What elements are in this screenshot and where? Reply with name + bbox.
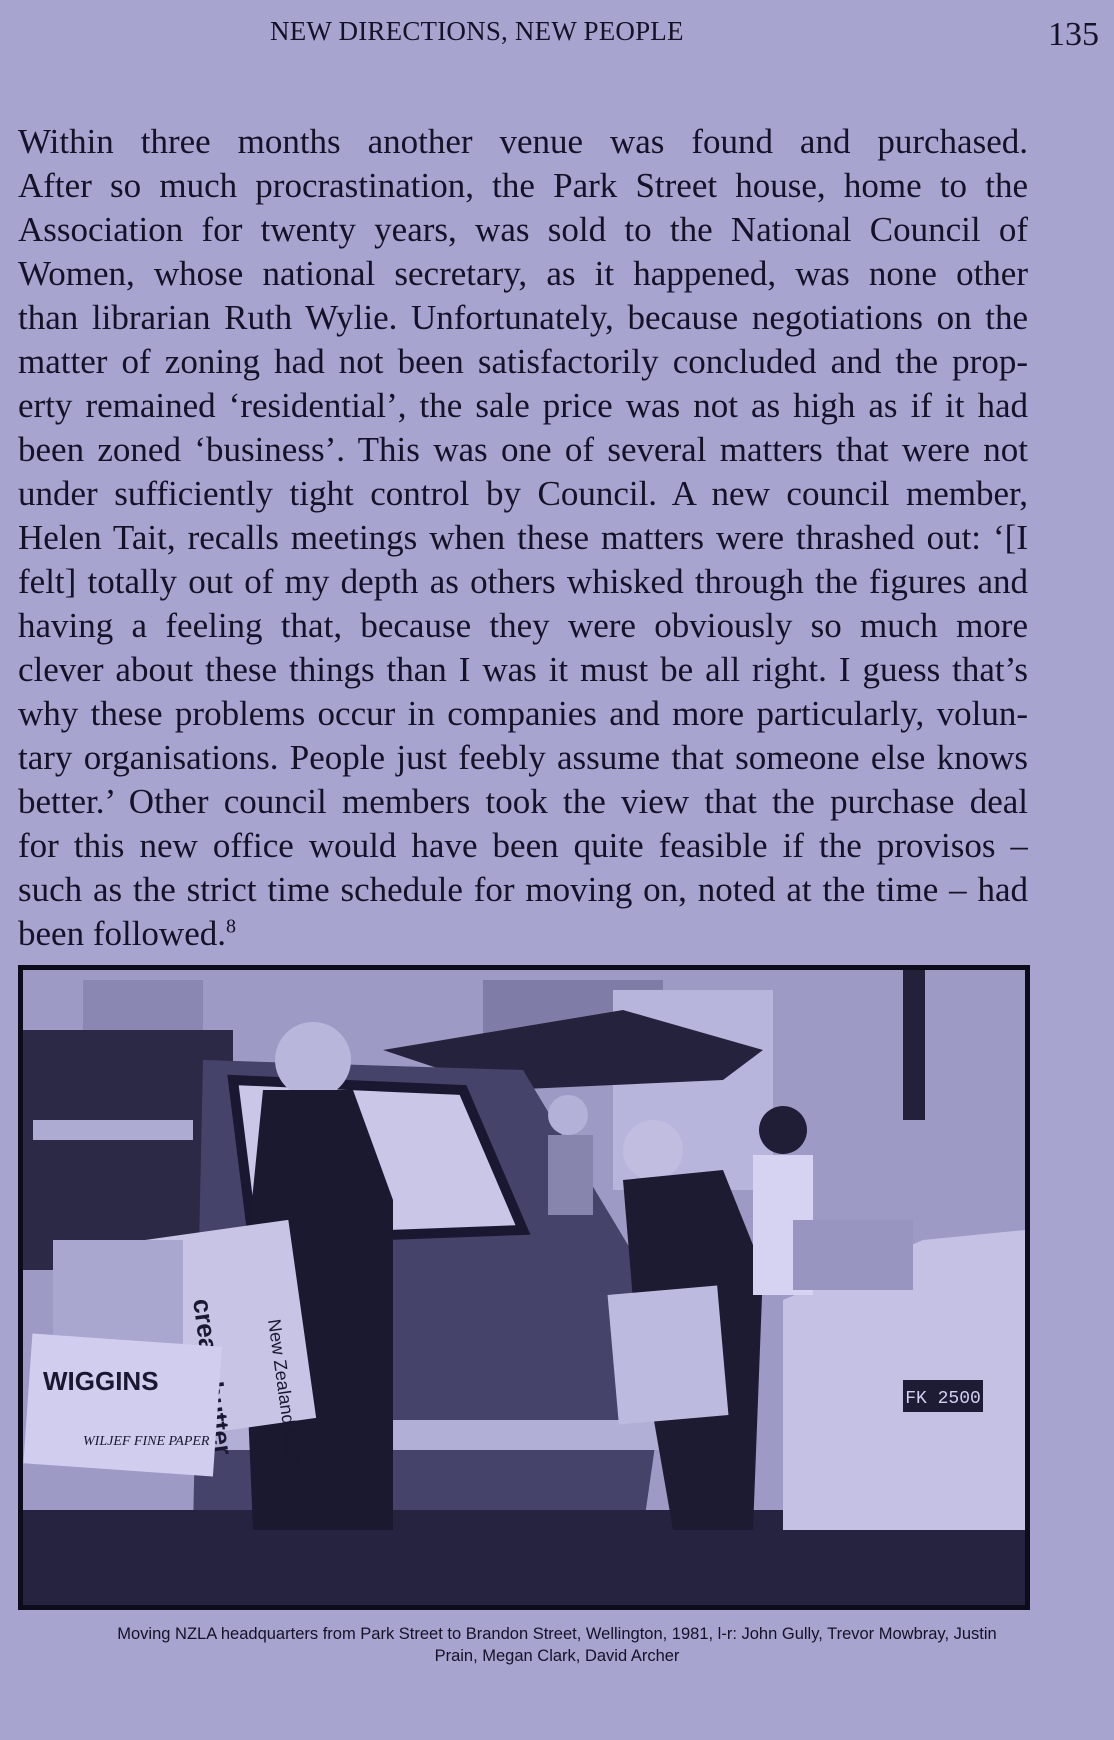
cardboard-box xyxy=(793,1220,913,1290)
text-line: than librarian Ruth Wylie. Unfortunately, because negotiations on the xyxy=(18,298,1028,337)
photo-caption xyxy=(30,1623,1084,1667)
caption-line: Prain, Megan Clark, David Archer xyxy=(434,1647,680,1665)
page-header xyxy=(0,14,1114,54)
text-line: having a feeling that, because they were obviously so much more xyxy=(18,606,1028,645)
text-line: clever about these things than I was it must be all right. I guess that’s xyxy=(18,650,1028,689)
text-line: tary organisations. People just feebly assume that someone else knows xyxy=(18,738,1028,777)
photo-illustration xyxy=(23,970,1025,1605)
text-line: Association for twenty years, was sold to the National Council of xyxy=(18,210,1028,249)
license-plate-text: FK 2500 xyxy=(905,1389,981,1409)
caption-line: Moving NZLA headquarters from Park Street to Brandon Street, Wellington, 1981, l-r: John Gully, Trevor Mowbray, Justin xyxy=(117,1625,997,1643)
person-head xyxy=(623,1120,683,1180)
text-line: why these problems occur in companies and more particularly, volun- xyxy=(18,694,1028,733)
text-line: for this new office would have been quite feasible if the provisos – xyxy=(18,826,1028,865)
text-line: Women, whose national secretary, as it happened, was none other xyxy=(18,254,1028,293)
body-paragraph xyxy=(18,120,1028,956)
text-line: After so much procrastination, the Park Street house, home to the xyxy=(18,166,1028,205)
person-body xyxy=(548,1135,593,1215)
footnote-reference: 8 xyxy=(225,915,236,938)
person-head xyxy=(548,1095,588,1135)
box-label: cream butter xyxy=(187,1296,239,1457)
text-line: erty remained ‘residential’, the sale price was not as high as if it had xyxy=(18,386,1028,425)
building-column xyxy=(903,970,925,1120)
page-number: 135 xyxy=(1048,16,1099,53)
text-line: matter of zoning had not been satisfactorily concluded and the prop- xyxy=(18,342,1028,381)
text-line: better.’ Other council members took the view that the purchase deal xyxy=(18,782,1028,821)
text-line: Helen Tait, recalls meetings when these matters were thrashed out: ‘[I xyxy=(18,518,1028,557)
text-line: felt] totally out of my depth as others whisked through the figures and xyxy=(18,562,1028,601)
text-line: been zoned ‘business’. This was one of several matters that were not xyxy=(18,430,1028,469)
cardboard-box xyxy=(608,1285,729,1424)
text-line: Within three months another venue was found and purchased. xyxy=(18,122,1028,161)
box-label: New Zealand Dairy xyxy=(264,1317,306,1473)
person-head xyxy=(759,1106,807,1154)
text-line-last xyxy=(18,912,1028,956)
text-line: such as the strict time schedule for moving on, noted at the time – had xyxy=(18,870,1028,909)
photograph xyxy=(18,965,1030,1610)
box-label: WIGGINS xyxy=(43,1366,159,1396)
car-stripe xyxy=(33,1120,193,1140)
text-line: under sufficiently tight control by Council. A new council member, xyxy=(18,474,1028,513)
cardboard-box xyxy=(23,1334,222,1477)
person-head xyxy=(275,1022,351,1098)
running-head: NEW DIRECTIONS, NEW PEOPLE xyxy=(270,16,684,46)
last-line-text: been followed. xyxy=(18,914,226,953)
box-label: WILJEF FINE PAPER xyxy=(83,1434,210,1449)
